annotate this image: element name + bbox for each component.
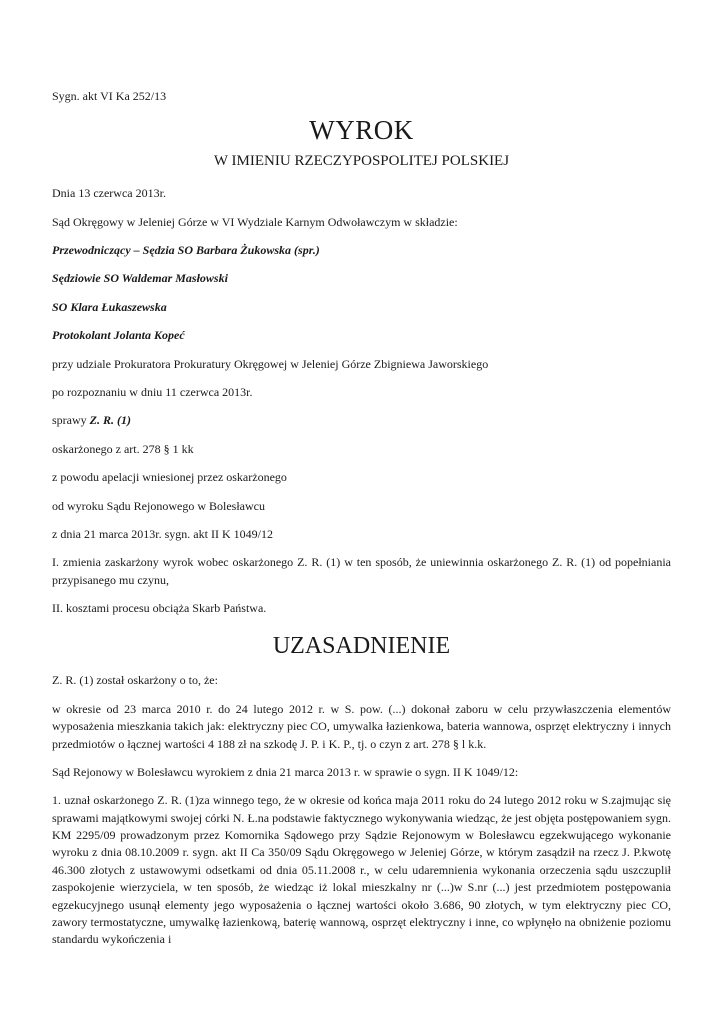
court-composition-line: Sąd Okręgowy w Jeleniej Górze w VI Wydziale Karnym Odwoławczym w składzie: [52,214,458,229]
prosecutor-line: przy udziale Prokuratora Prokuratury Okręgowej w Jeleniej Górze Zbigniewa Jaworskiego [52,356,489,371]
presiding-judge-line: Przewodniczący – Sędzia SO Barbara Żukowska (spr.) [52,243,320,258]
defendant-name: Z. R. (1) [89,413,131,428]
clerk-line: Protokolant Jolanta Kopeć [52,328,185,343]
case-line [52,412,671,429]
ruling-item-1: I. zmienia zaskarżony wyrok wobec oskarżonego Z. R. (1) w ten sposób, że uniewinnia oskarżonego Z. R. (1) od popełniania przypisanego mu czynu, [52,555,671,587]
document-subtitle: W IMIENIU RZECZYPOSPOLITEJ POLSKIEJ [213,152,510,169]
hearing-date-line: po rozpoznaniu w dniu 11 czerwca 2013r. [52,385,253,400]
case-prefix: sprawy [52,413,90,428]
judge-line-2: SO Klara Łukaszewska [52,299,167,314]
date-line: Dnia 13 czerwca 2013r. [52,186,166,201]
charge-line: oskarżonego z art. 278 § 1 kk [52,441,194,456]
case-number: Sygn. akt VI Ka 252/13 [52,89,167,103]
appealed-verdict-line: od wyroku Sądu Rejonowego w Bolesławcu [52,498,265,513]
trial-court-finding-paragraph: 1. uznał oskarżonego Z. R. (1)za winnego tego, że w okresie od końca maja 2011 roku do 24 lutego 2012 roku w S.zajmując się sprawami majątkowymi swojej córki N. Ł.na podstawie faktycznego wykonywania wiedząc, że jest objęta postępowaniem sygn. KM 2295/09 prowadzonym przez Komornika Sądowego przy Sądzie Rejonowym w Bolesławcu egzekwującego wykonanie wyroku z dnia 08.10.2009 r. sygn. akt II Ca 350/09 Sądu Okręgowego w Jeleniej Górze, w którym zasądził na rzecz J. P.kwotę 46.300 złotych z ustawowymi odsetkami od dnia 05.11.2008 r., w celu udaremnienia wykonania orzeczenia sądu uszczuplił zaspokojenie wierzyciela, w ten sposób, że wiedząc iż lokal mieszkalny nr (...)w S.nr (...) jest przedmiotem postępowania egzekucyjnego usunął elementy jego wyposażenia o łącznej wartości około 3.686, 90 złotych, w tym elektryczny piec CO, zawory termostatyczne, umywalkę łazienkową, baterię wannową, osprzęt elektryczny i inne, co wpłynęło na obniżenie poziomu standardu wykończenia i [52,793,671,947]
appeal-reason-line: z powodu apelacji wniesionej przez oskarżonego [52,470,287,485]
justification-title: UZASADNIENIE [272,632,451,659]
judge-line-1: Sędziowie SO Waldemar Masłowski [52,271,228,286]
trial-court-line: Sąd Rejonowy w Bolesławcu wyrokiem z dnia 21 marca 2013 r. w sprawie o sygn. II K 1049/12: [52,764,519,779]
appealed-verdict-date-line: z dnia 21 marca 2013r. sygn. akt II K 1049/12 [52,526,273,541]
document-title: WYROK [309,115,414,146]
ruling-item-2: II. kosztami procesu obciąża Skarb Państwa. [52,601,267,616]
accusation-paragraph: w okresie od 23 marca 2010 r. do 24 lutego 2012 r. w S. pow. (...) dokonał zaboru w celu przywłaszczenia elementów wyposażenia mieszkania takich jak: elektryczny piec CO, umywalka łazienkowa, bateria wannowa, osprzęt elektryczny i innych przedmiotów o łącznej wartości 4 188 zł na szkodę J. P. i K. P., tj. o czyn z art. 278 § l k.k. [52,701,671,751]
accusation-intro: Z. R. (1) został oskarżony o to, że: [52,673,218,688]
